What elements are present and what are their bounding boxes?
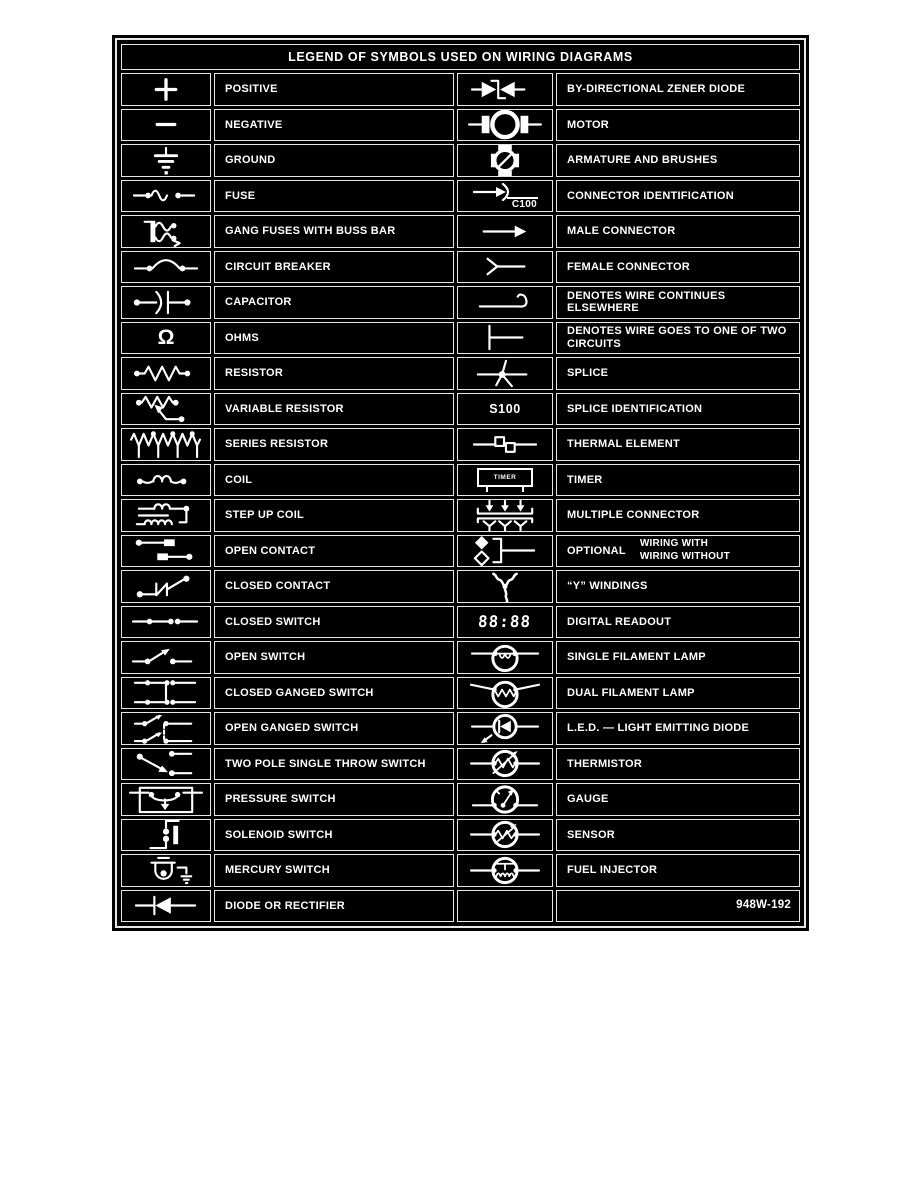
label-cell — [556, 535, 800, 568]
y-windings-icon — [464, 570, 546, 603]
label-cell — [214, 73, 454, 106]
symbol-cell — [457, 428, 553, 461]
label-cell — [214, 144, 454, 177]
symbol-cell — [457, 144, 553, 177]
symbol-label: SPLICE — [567, 367, 609, 380]
symbol-cell — [457, 180, 553, 213]
symbol-label: TIMER — [567, 473, 603, 486]
label-cell — [214, 854, 454, 887]
symbol-cell — [457, 286, 553, 319]
circuit-breaker-icon — [125, 251, 207, 284]
label-cell — [556, 464, 800, 497]
symbol-cell — [121, 109, 211, 142]
symbol-label: SERIES RESISTOR — [225, 438, 329, 451]
wire-two-circuits-icon — [464, 322, 546, 355]
symbol-cell — [457, 73, 553, 106]
label-cell — [214, 748, 454, 781]
symbol-label: DIGITAL READOUT — [567, 615, 672, 628]
symbol-label: FEMALE CONNECTOR — [567, 260, 690, 273]
male-connector-icon — [464, 215, 546, 248]
symbol-label: CAPACITOR — [225, 296, 292, 309]
symbol-cell — [121, 286, 211, 319]
label-cell — [556, 286, 800, 319]
connector-id-code: C100 — [507, 197, 538, 210]
label-cell — [214, 890, 454, 923]
female-connector-icon — [464, 251, 546, 284]
single-filament-lamp-icon — [464, 641, 546, 674]
symbol-cell — [457, 641, 553, 674]
label-cell — [556, 712, 800, 745]
symbol-label: SPLICE IDENTIFICATION — [567, 402, 703, 415]
motor-icon — [464, 109, 546, 142]
label-cell — [556, 748, 800, 781]
symbol-label: MOTOR — [567, 118, 609, 131]
label-cell — [214, 712, 454, 745]
label-cell — [556, 73, 800, 106]
symbol-label: MALE CONNECTOR — [567, 225, 676, 238]
two-pole-single-throw-switch-icon — [125, 748, 207, 781]
fuel-injector-icon — [464, 854, 546, 887]
symbol-cell — [457, 783, 553, 816]
symbol-cell — [121, 428, 211, 461]
label-cell — [214, 286, 454, 319]
symbol-label: CIRCUIT BREAKER — [225, 260, 331, 273]
capacitor-icon — [125, 286, 207, 319]
symbol-label: “Y” WINDINGS — [567, 580, 648, 593]
negative-icon — [125, 109, 207, 142]
symbol-cell — [121, 606, 211, 639]
solenoid-switch-icon — [125, 819, 207, 852]
label-cell — [556, 783, 800, 816]
symbol-label: DUAL FILAMENT LAMP — [567, 686, 695, 699]
symbol-label: L.E.D. — LIGHT EMITTING DIODE — [567, 722, 750, 735]
symbol-label: GAUGE — [567, 793, 609, 806]
symbol-cell — [121, 819, 211, 852]
label-cell — [214, 357, 454, 390]
label-cell — [556, 357, 800, 390]
symbol-label: THERMISTOR — [567, 757, 643, 770]
symbol-cell — [457, 677, 553, 710]
symbol-label: OHMS — [225, 331, 259, 344]
symbol-label: OPEN SWITCH — [225, 651, 306, 664]
symbol-cell — [121, 144, 211, 177]
symbol-cell — [121, 322, 211, 355]
symbol-label: SINGLE FILAMENT LAMP — [567, 651, 706, 664]
label-cell — [556, 393, 800, 426]
symbol-cell — [457, 606, 553, 639]
gauge-icon — [464, 783, 546, 816]
symbol-text: S100 — [489, 401, 521, 416]
label-cell — [556, 109, 800, 142]
symbol-cell — [457, 890, 553, 923]
label-cell — [214, 641, 454, 674]
symbol-label: POSITIVE — [225, 83, 278, 96]
label-cell — [556, 428, 800, 461]
closed-contact-icon — [125, 570, 207, 603]
symbol-label: TWO POLE SINGLE THROW SWITCH — [225, 757, 426, 770]
symbol-cell — [457, 712, 553, 745]
symbol-cell — [457, 393, 553, 426]
multiple-connector-icon — [464, 499, 546, 532]
label-cell — [556, 180, 800, 213]
symbol-cell — [457, 357, 553, 390]
symbol-label: VARIABLE RESISTOR — [225, 402, 344, 415]
label-cell — [214, 215, 454, 248]
symbol-cell — [121, 393, 211, 426]
label-cell — [214, 393, 454, 426]
label-cell — [214, 180, 454, 213]
omega-text: Ω — [157, 325, 175, 349]
legend-grid — [121, 44, 800, 922]
resistor-icon — [125, 357, 207, 390]
timer-text: TIMER — [493, 473, 517, 481]
sublabel: WIRING WITHOUT — [639, 550, 730, 562]
symbol-cell — [121, 357, 211, 390]
closed-ganged-switch-icon — [125, 677, 207, 710]
symbol-cell — [121, 535, 211, 568]
positive-icon — [125, 73, 207, 106]
symbol-label: FUSE — [225, 189, 256, 202]
ground-icon — [125, 144, 207, 177]
label-cell — [556, 322, 800, 355]
open-switch-icon — [125, 641, 207, 674]
led-icon — [464, 712, 546, 745]
legend-title: LEGEND OF SYMBOLS USED ON WIRING DIAGRAMS — [121, 44, 800, 70]
symbol-cell — [457, 854, 553, 887]
label-cell — [556, 641, 800, 674]
label-cell — [556, 890, 800, 923]
label-cell — [556, 854, 800, 887]
sublabel: WIRING WITH — [639, 538, 709, 550]
label-cell — [214, 570, 454, 603]
optional-wiring-icon — [464, 535, 546, 568]
symbol-cell — [121, 499, 211, 532]
label-cell — [556, 499, 800, 532]
open-contact-icon — [125, 535, 207, 568]
symbol-cell — [457, 499, 553, 532]
open-ganged-switch-icon — [125, 712, 207, 745]
symbol-label: GROUND — [225, 154, 276, 167]
thermistor-icon — [464, 748, 546, 781]
symbol-cell — [121, 73, 211, 106]
pressure-switch-icon — [125, 783, 207, 816]
symbol-label: BY-DIRECTIONAL ZENER DIODE — [567, 83, 746, 96]
symbol-cell — [457, 251, 553, 284]
wiring-legend-table — [112, 35, 809, 931]
symbol-cell — [121, 641, 211, 674]
mercury-switch-icon — [125, 854, 207, 887]
symbol-cell — [121, 890, 211, 923]
connector-identification-icon — [472, 182, 538, 210]
sensor-icon — [464, 819, 546, 852]
step-up-coil-icon — [125, 499, 207, 532]
closed-switch-icon — [125, 606, 207, 639]
label-cell — [556, 606, 800, 639]
coil-icon — [125, 464, 207, 497]
symbol-cell — [457, 819, 553, 852]
symbol-label: NEGATIVE — [225, 118, 283, 131]
symbol-cell — [121, 677, 211, 710]
label-cell — [556, 570, 800, 603]
digital-text: 88:88 — [477, 612, 533, 632]
series-resistor-icon — [125, 428, 207, 461]
label-cell — [214, 535, 454, 568]
symbol-cell — [121, 464, 211, 497]
symbol-label: RESISTOR — [225, 367, 284, 380]
symbol-label: CLOSED GANGED SWITCH — [225, 686, 374, 699]
legend-frame — [115, 38, 806, 928]
symbol-label: DENOTES WIRE GOES TO ONE OF TWO CIRCUITS — [567, 325, 787, 350]
symbol-label: CLOSED CONTACT — [225, 580, 331, 593]
label-cell — [214, 819, 454, 852]
fuse-icon — [125, 180, 207, 213]
label-cell — [214, 783, 454, 816]
diode-or-rectifier-icon — [125, 890, 207, 923]
gang-fuses-icon — [125, 215, 207, 248]
symbol-label: CONNECTOR IDENTIFICATION — [567, 189, 734, 202]
symbol-label: OPTIONAL — [567, 544, 626, 557]
symbol-label: STEP UP COIL — [225, 509, 305, 522]
symbol-label: SENSOR — [567, 828, 615, 841]
symbol-label: GANG FUSES WITH BUSS BAR — [225, 225, 396, 238]
symbol-cell — [121, 215, 211, 248]
bidirectional-zener-diode-icon — [464, 73, 546, 106]
symbol-cell — [121, 783, 211, 816]
dual-filament-lamp-icon — [464, 677, 546, 710]
label-cell — [556, 215, 800, 248]
symbol-cell — [121, 570, 211, 603]
symbol-cell — [457, 322, 553, 355]
label-cell — [214, 677, 454, 710]
label-cell — [556, 677, 800, 710]
armature-and-brushes-icon — [464, 144, 546, 177]
symbol-label: OPEN GANGED SWITCH — [225, 722, 359, 735]
symbol-cell — [121, 748, 211, 781]
symbol-label: DENOTES WIRE CONTINUES ELSEWHERE — [567, 289, 726, 315]
variable-resistor-icon — [125, 393, 207, 426]
label-cell — [214, 109, 454, 142]
splice-icon — [464, 357, 546, 390]
symbol-cell — [457, 535, 553, 568]
symbol-label: CLOSED SWITCH — [225, 615, 321, 628]
label-cell — [556, 251, 800, 284]
symbol-cell — [121, 251, 211, 284]
symbol-label: COIL — [225, 473, 253, 486]
symbol-label: SOLENOID SWITCH — [225, 828, 333, 841]
label-cell — [214, 322, 454, 355]
label-cell — [214, 251, 454, 284]
symbol-label: PRESSURE SWITCH — [225, 793, 336, 806]
label-cell — [214, 499, 454, 532]
symbol-cell — [457, 109, 553, 142]
symbol-cell — [121, 854, 211, 887]
label-cell — [214, 464, 454, 497]
wire-continues-icon — [464, 286, 546, 319]
symbol-cell — [121, 180, 211, 213]
timer-icon — [477, 468, 533, 487]
sublabel-group — [640, 538, 730, 563]
symbol-label: THERMAL ELEMENT — [567, 438, 680, 451]
symbol-cell — [457, 570, 553, 603]
symbol-label: MULTIPLE CONNECTOR — [567, 509, 700, 522]
label-cell — [214, 606, 454, 639]
symbol-cell — [457, 215, 553, 248]
symbol-cell — [457, 748, 553, 781]
label-cell — [556, 819, 800, 852]
symbol-cell — [121, 712, 211, 745]
symbol-cell — [457, 464, 553, 497]
label-cell — [556, 144, 800, 177]
label-cell — [214, 428, 454, 461]
thermal-element-icon — [464, 428, 546, 461]
figure-code: 948W-192 — [736, 899, 791, 912]
symbol-label: MERCURY SWITCH — [225, 864, 330, 877]
symbol-label: ARMATURE AND BRUSHES — [567, 154, 718, 167]
symbol-label: FUEL INJECTOR — [567, 864, 658, 877]
symbol-label: OPEN CONTACT — [225, 544, 316, 557]
symbol-label: DIODE OR RECTIFIER — [225, 899, 346, 912]
